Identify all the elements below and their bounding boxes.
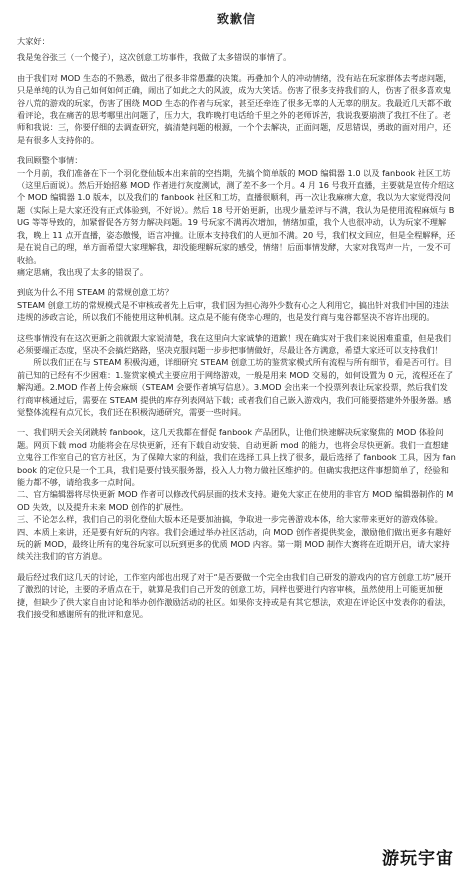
closing-paragraph: 最后经过我们这几天的讨论，工作室内部也出现了对于“是否要做一个完全由我们自己研发的游戏内的官方创意工坊”展开了激烈的讨论，主要的矛盾点在于，就算是我们自己开发的创意工坊，同样也要进行内容审核，虽然使用上可能更加便捷，但缺少了供大家自由讨论和举办创作激励活动的社区。如果你支持或是有其它想法，欢迎在评论区中发表你的看法，我们接受和感谢所有的批评和意见。 <box>17 571 452 620</box>
intro-paragraph: 我是兔谷张三（一个傻子），这次创意工坊事件，我做了太多错误的事情了。 <box>17 52 292 63</box>
point-two: 二、官方编辑器将尽快更新 MOD 作者可以修改代码层面的技术支持。避免大家正在使用的非官方 MOD 编辑器制作的 MOD 失效，以及提升未来 MOD 创作的扩展性。 <box>17 489 454 512</box>
steam-answer: STEAM 创意工坊的常规模式是不审核或者先上后审，我们因为担心海外少数有心之人利用它，搞出针对我们中国的违法违规的涉政言论，所以我们不能使用这种机制。这点是不能有侥幸心理的，也是发行商与鬼谷都坚决不容许出现的。 <box>17 299 449 323</box>
review-heading: 我回顾整个事情： <box>17 155 83 166</box>
review-conclusion: 痛定思痛，我出现了太多的错误了。 <box>17 266 149 277</box>
steam-question: 到底为什么不用 STEAM 的常规创意工坊？ <box>17 287 174 298</box>
greeting: 大家好： <box>17 36 50 46</box>
apology-paragraph: 这些事情没有在这次更新之前就跟大家说清楚，我在这里向大家诚挚的道歉！现在确实对于我们来说困难重重，但是我们必须要端正态度，坚决不会搞烂路路，坚决克服问题一步步把事情做好，尽最让各方满意，希望大家还可以支持我们！ <box>17 332 451 355</box>
review-body: 一个月前，我们准备在下一个羽化登仙版本出来前的空挡期，先搞个简单版的 MOD 编辑器 1.0 以及 fanbook 社区工坊（这里后面说）。然后开始招募 MOD 作者进行灰度测试，测了差不多一个月。4 月 16 号我开直播，主要就是宣传介绍这个 MOD 编辑器 1.0 版本，以及我们的 fanbook 社区和工坊，直播很顺利，再一次让我麻痹大意，我以为大家觉得没问题（实际上是大家还没有正式体验到，不好说）。然后 18 号开始更新，出现少量差评与不满，我认为是使用流程麻烦与 BUG 等等导致的，加紧督促各方努力解决问题。19 号玩家不满再次增加，情绪加重，我个人也很冲动，认为玩家不理解我，晚上 11 点开直播，姿态傲慢，语言冲撞。让原本支持我们的人更加不满。20 号，我们权文回应，但是全程解释，还是在说自己的理，单方面希望大家理解我，却没能理解玩家的感受，情绪！后面事情发酵，大家对我骂声一片，一发不可收拾。 <box>17 167 456 265</box>
plan-paragraph: 所以我们正在与 STEAM 积极沟通，详细研究 STEAM 创意工坊的鉴赏家模式所有流程与所有细节，看是否可行。目前已知的已经有不少困难：1.鉴赏家模式主要应用于网络游戏，一般是用来 MOD 交易的，如何设置为 0 元，流程还在了解沟通。2.MOD 作者上传会麻烦（STEAM 会要作者填写信息）。3.MOD 会出来一个投票列表让玩家投票，然后我们发行商审核通过后，需要在 STEAM 提供的库存列表网站下载；或者我们自己嵌入游戏内，我们可能要搭建外外服务器。感觉整体流程有点冗长，我们还在积极沟通研究，需要一些时间。 <box>17 357 454 417</box>
letter-title: 致歉信 <box>216 12 256 26</box>
point-one: 一、我们明天会关闭跳转 fanbook，这几天我都在督促 fanbook 产品团队，让他们快速解决玩家聚焦的 MOD 体验问题。网页下载 mod 功能将会在尽快更新，还有下载自动安装、自动更新 mod 的能力，也将会尽快更新。我们一直想建立鬼谷工作室自己的官方社区，为了保障大家的利益，我们在选择工具上找了很多，最后选择了 fanbook 工具，因为 fanbook 的定位只是一个工具，我们是要付钱买服务器，投入人力物力做社区维护的。但确实我把这件事想简单了，经验和能力都不够，请给我多一点时间。 <box>17 427 456 487</box>
watermark-logo: 游玩宇宙 <box>382 849 454 869</box>
paragraph-reflection: 由于我们对 MOD 生态的不熟悉，做出了很多非常愚蠢的决策。再叠加个人的冲动情绪，没有站在玩家群体去考虑问题，只是单纯的认为自己如何如何正确，闹出了如此之大的风波，成为大笑话。伤害了很多支持我们的人，伤害了很多喜欢鬼谷八荒的游戏的玩家，伤害了围绕 MOD 生态的作者与玩家，甚至还牵连了很多无辜的人无辜的朋友。我最近几天都不敢看评论，我在痛苦的思考哪里出问题了，压力大，我昨晚打电话给千里之外的老师诉苦，我说我要崩溃了我扛不住了。老师和我说：三，你要仔细的去调查研究，搞清楚问题的根源，一个个去解决，正面问题，反思错误，勇敢的面对用户，还是有很多人支持你的。 <box>17 72 452 145</box>
point-four: 四、本质上来讲，还是要有好玩的内容。我们会通过举办社区活动，向 MOD 创作者提供奖金，激励他们做出更多有趣好玩的新 MOD，最终让所有的鬼谷玩家可以玩到更多的优质 MOD 内容。第一期 MOD 制作大赛将在近期开启，请大家持续关注我们的官方消息。 <box>17 526 452 562</box>
point-three: 三、不论怎么样，我们自己的羽化登仙大版本还是要加油搞，争取进一步完善游戏本体，给大家带来更好的游戏体验。 <box>17 514 443 525</box>
